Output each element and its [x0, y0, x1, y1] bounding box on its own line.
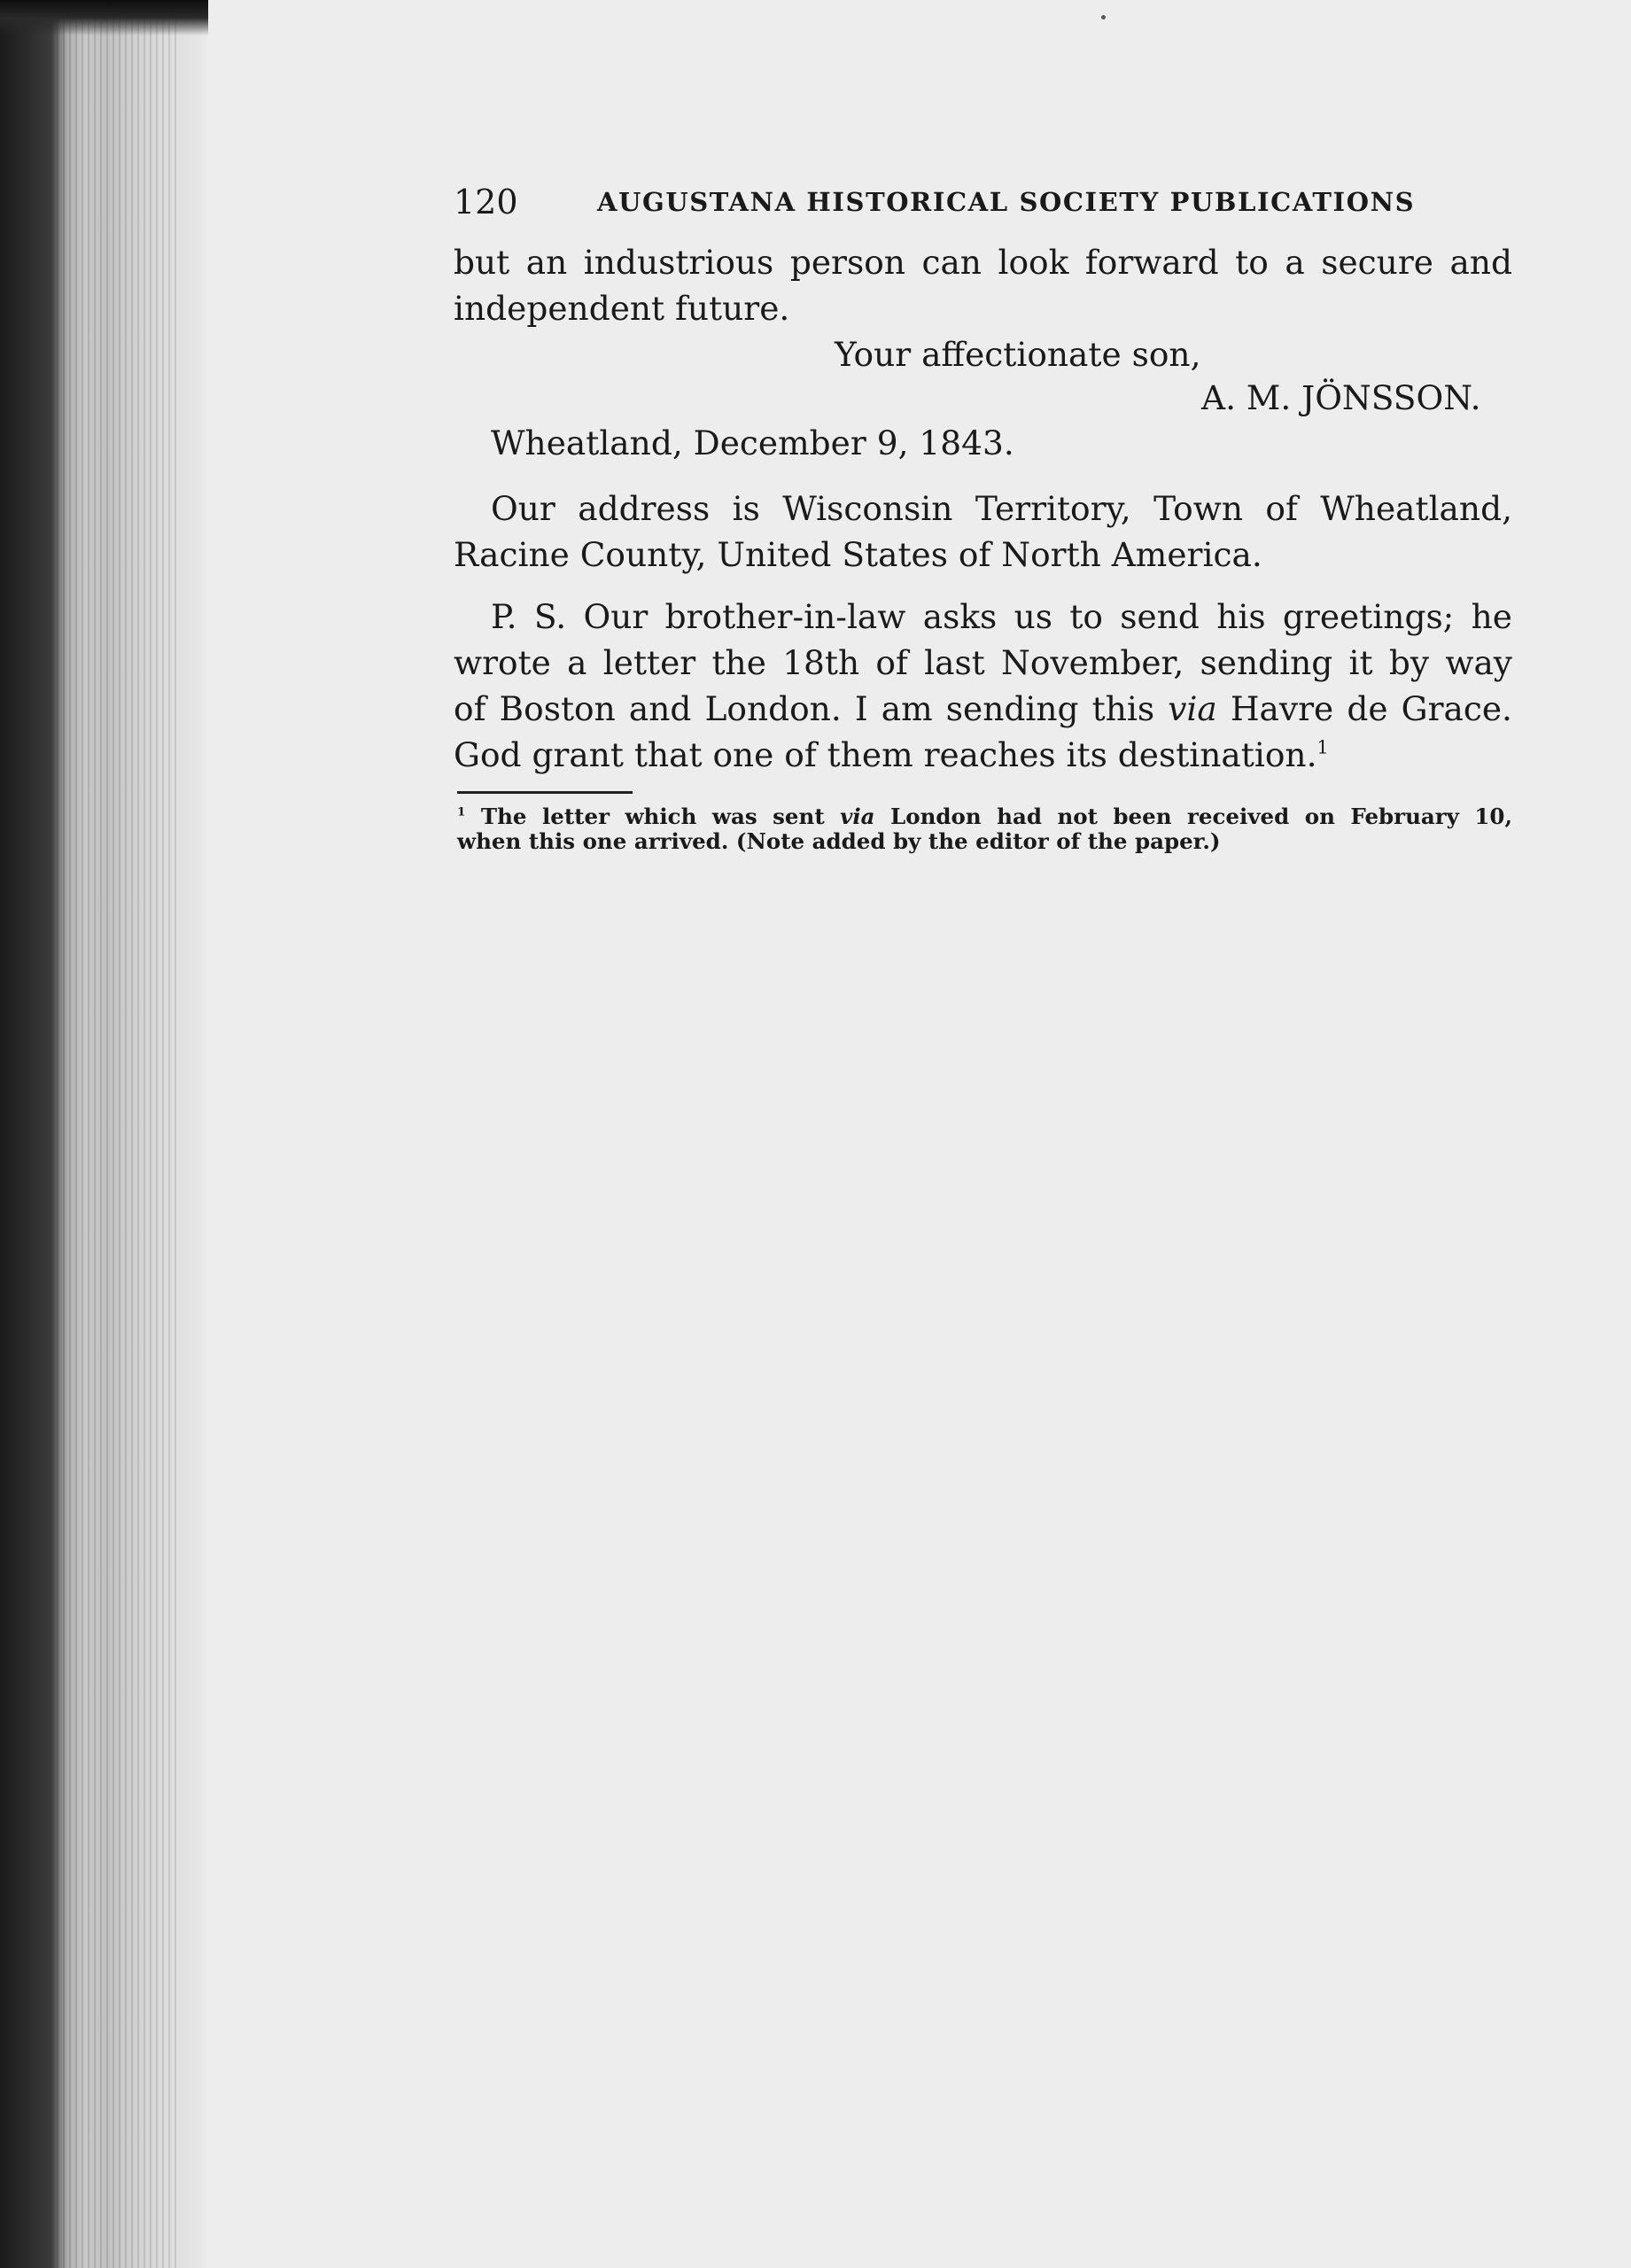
- footnote-line: [457, 804, 1512, 829]
- postscript-paragraph: [454, 594, 1512, 778]
- letter-closing: Your affectionate son,: [835, 335, 1201, 374]
- text-segment: Havre de Grace.: [1216, 689, 1512, 728]
- letter-opening-paragraph: [454, 239, 1512, 331]
- footnote-reference: 1: [1316, 736, 1329, 758]
- page-number: 120: [454, 183, 518, 221]
- footnote-separator: [457, 791, 633, 794]
- text-line: Racine County, United States of North America.: [454, 535, 1262, 574]
- text-segment: of Boston and London. I am sending this: [454, 689, 1169, 728]
- text-line: but an industrious person can look forward to a secure and: [454, 243, 1512, 282]
- text-segment: God grant that one of them reaches its destination.: [454, 735, 1317, 774]
- dust-speck: [1101, 15, 1106, 19]
- letter-place-date: Wheatland, December 9, 1843.: [491, 423, 1014, 462]
- text-line: [454, 686, 1512, 732]
- text-segment: London had not been received on February 10,: [874, 804, 1512, 829]
- text-line: wrote a letter the 18th of last November, sending it by way: [454, 643, 1512, 682]
- text-line: independent future.: [454, 289, 790, 328]
- footnote-marker: 1: [457, 804, 466, 819]
- text-line: P. S. Our brother-in-law asks us to send his greetings; he: [491, 597, 1512, 636]
- text-line: [454, 732, 1512, 778]
- italic-word: via: [840, 804, 875, 829]
- text-segment: The letter which was sent: [465, 804, 841, 829]
- italic-word: via: [1168, 689, 1217, 728]
- text-line: Our address is Wisconsin Territory, Town of Wheatland,: [491, 489, 1512, 528]
- address-paragraph: [454, 485, 1512, 578]
- footnote: [457, 804, 1512, 854]
- footnote-line: when this one arrived. (Note added by the editor of the paper.): [457, 828, 1221, 854]
- letter-signature: A. M. JÖNSSON.: [1201, 378, 1481, 417]
- running-header: [454, 177, 1512, 227]
- running-title: AUGUSTANA HISTORICAL SOCIETY PUBLICATIONS: [597, 187, 1416, 217]
- binding-shadow: [0, 0, 208, 35]
- page-stack-texture: [57, 0, 181, 2268]
